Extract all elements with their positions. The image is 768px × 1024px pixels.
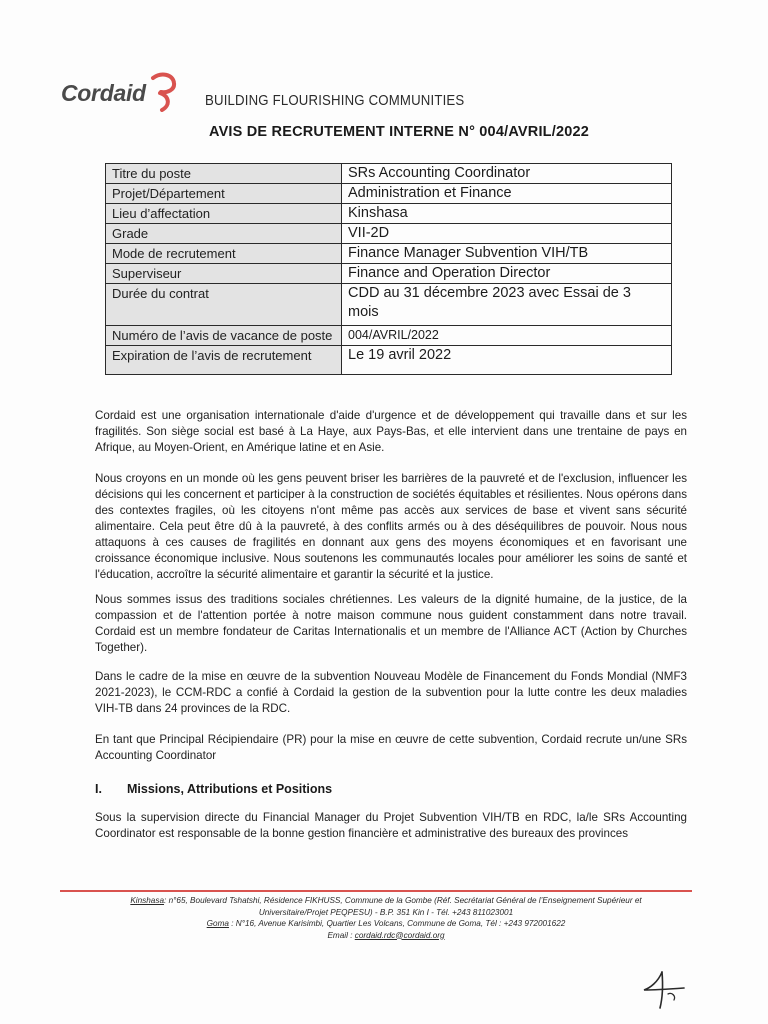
goma-address: : N°16, Avenue Karisimbi, Quartier Les Volcans, Commune de Goma, Tél : +243 972001622 — [228, 919, 566, 928]
logo-wordmark: Cordaid — [61, 80, 146, 106]
job-info-table — [105, 163, 672, 375]
tagline: BUILDING FLOURISHING COMMUNITIES — [205, 92, 465, 109]
paragraph-values: Nous sommes issus des traditions sociales chrétiennes. Les valeurs de la dignité humaine, de la justice, de la compassion et de l'attention portée à notre maison commune nous guident constamment dans notre travail. Cordaid est un membre fondateur de Caritas Internationalis et un membre de l'Alliance ACT (Action by Churches Together). — [95, 593, 687, 654]
table-row — [106, 224, 672, 244]
kinshasa-label: Kinshasa — [130, 896, 165, 905]
row-value: Kinshasa — [342, 204, 672, 224]
goma-label: Goma — [206, 919, 229, 928]
footer-goma — [100, 918, 672, 930]
table-row — [106, 184, 672, 204]
row-label: Mode de recrutement — [106, 244, 342, 264]
table-row — [106, 244, 672, 264]
signature-initials — [640, 968, 688, 1010]
table-row — [106, 326, 672, 346]
section-number: I. — [95, 782, 102, 796]
section-heading — [95, 782, 332, 796]
row-label: Titre du poste — [106, 164, 342, 184]
table-row — [106, 346, 672, 375]
paragraph-beliefs: Nous croyons en un monde où les gens peuvent briser les barrières de la pauvreté et de l'exclusion, influencer les décisions qui les concernent et participer à la construction de sociétés équitables et résilientes. Nous opérons dans des contextes fragiles, où les citoyens n'ont même pas accès aux services de base et vivent sans sécurité alimentaire. Cela peut être dû à la pauvreté, à des conflits armés ou à des déséquilibres de pouvoir. Nous nous attaquons à ces causes de fragilités en donnant aux gens des moyens économiques et en favorisant une croissance économique inclusive. Nous soutenons les communautés locales pour améliorer les soins de santé et l'éducation, accroître la sécurité alimentaire et garantir la sécurité et la justice. — [95, 472, 687, 581]
paragraph-context: Dans le cadre de la mise en œuvre de la subvention Nouveau Modèle de Financement du Fonds Mondial (NMF3 2021-2023), le CCM-RDC a confié à Cordaid la gestion de la subvention pour la lutte contre les deux maladies VIH-TB dans 24 provinces de la RDC. — [95, 670, 687, 715]
table-row — [106, 164, 672, 184]
cordaid-swirl-icon — [147, 72, 179, 112]
table-row — [106, 204, 672, 224]
email-link[interactable]: cordaid.rdc@cordaid.org — [354, 930, 445, 940]
row-label: Grade — [106, 224, 342, 244]
footer-kinshasa — [100, 895, 672, 918]
row-label: Projet/Département — [106, 184, 342, 204]
paragraph-recruitment: En tant que Principal Récipiendaire (PR) pour la mise en œuvre de cette subvention, Cordaid recrute un/une SRs Accounting Coordinator — [95, 733, 687, 762]
row-label: Numéro de l’avis de vacance de poste — [106, 326, 342, 346]
paragraph-intro: Cordaid est une organisation internationale d'aide d'urgence et de développement qui travaille dans et sur les fragilités. Son siège social est basé à La Haye, aux Pays-Bas, et elle intervient dans une trentaine de pays en Afrique, au Moyen-Orient, en Amérique latine et en Asie. — [95, 409, 687, 454]
row-value: SRs Accounting Coordinator — [342, 164, 672, 184]
row-value: Finance Manager Subvention VIH/TB — [342, 244, 672, 264]
section-title: Missions, Attributions et Positions — [127, 782, 333, 796]
row-value: 004/AVRIL/2022 — [342, 326, 672, 346]
row-value: Administration et Finance — [342, 184, 672, 204]
row-label: Superviseur — [106, 264, 342, 284]
row-value: CDD au 31 décembre 2023 avec Essai de 3 mois — [342, 284, 672, 326]
footer-address — [100, 895, 672, 941]
row-value: VII-2D — [342, 224, 672, 244]
footer-divider — [60, 890, 692, 892]
paragraph-missions: Sous la supervision directe du Financial Manager du Projet Subvention VIH/TB en RDC, la/le SRs Accounting Coordinator est responsable de la bonne gestion financière et administrative des bureaux des provinces — [95, 811, 687, 840]
footer-email — [100, 930, 672, 942]
row-label: Durée du contrat — [106, 284, 342, 326]
table-row — [106, 284, 672, 326]
row-value: Finance and Operation Director — [342, 264, 672, 284]
kinshasa-address: : n°65, Boulevard Tshatshi, Résidence FIKHUSS, Commune de la Gombe (Réf. Secrétariat Général de l’Enseignement Supérieur et Universitaire/Projet PEQPESU) - B.P. 351 Kin I - Tél. +243 811023001 — [164, 896, 642, 917]
table-row — [106, 264, 672, 284]
row-value: Le 19 avril 2022 — [342, 346, 672, 375]
row-label: Expiration de l’avis de recrutement — [106, 346, 342, 375]
document-title: AVIS DE RECRUTEMENT INTERNE N° 004/AVRIL/2022 — [208, 124, 590, 140]
row-label: Lieu d’affectation — [106, 204, 342, 224]
email-label: Email : — [327, 930, 355, 940]
